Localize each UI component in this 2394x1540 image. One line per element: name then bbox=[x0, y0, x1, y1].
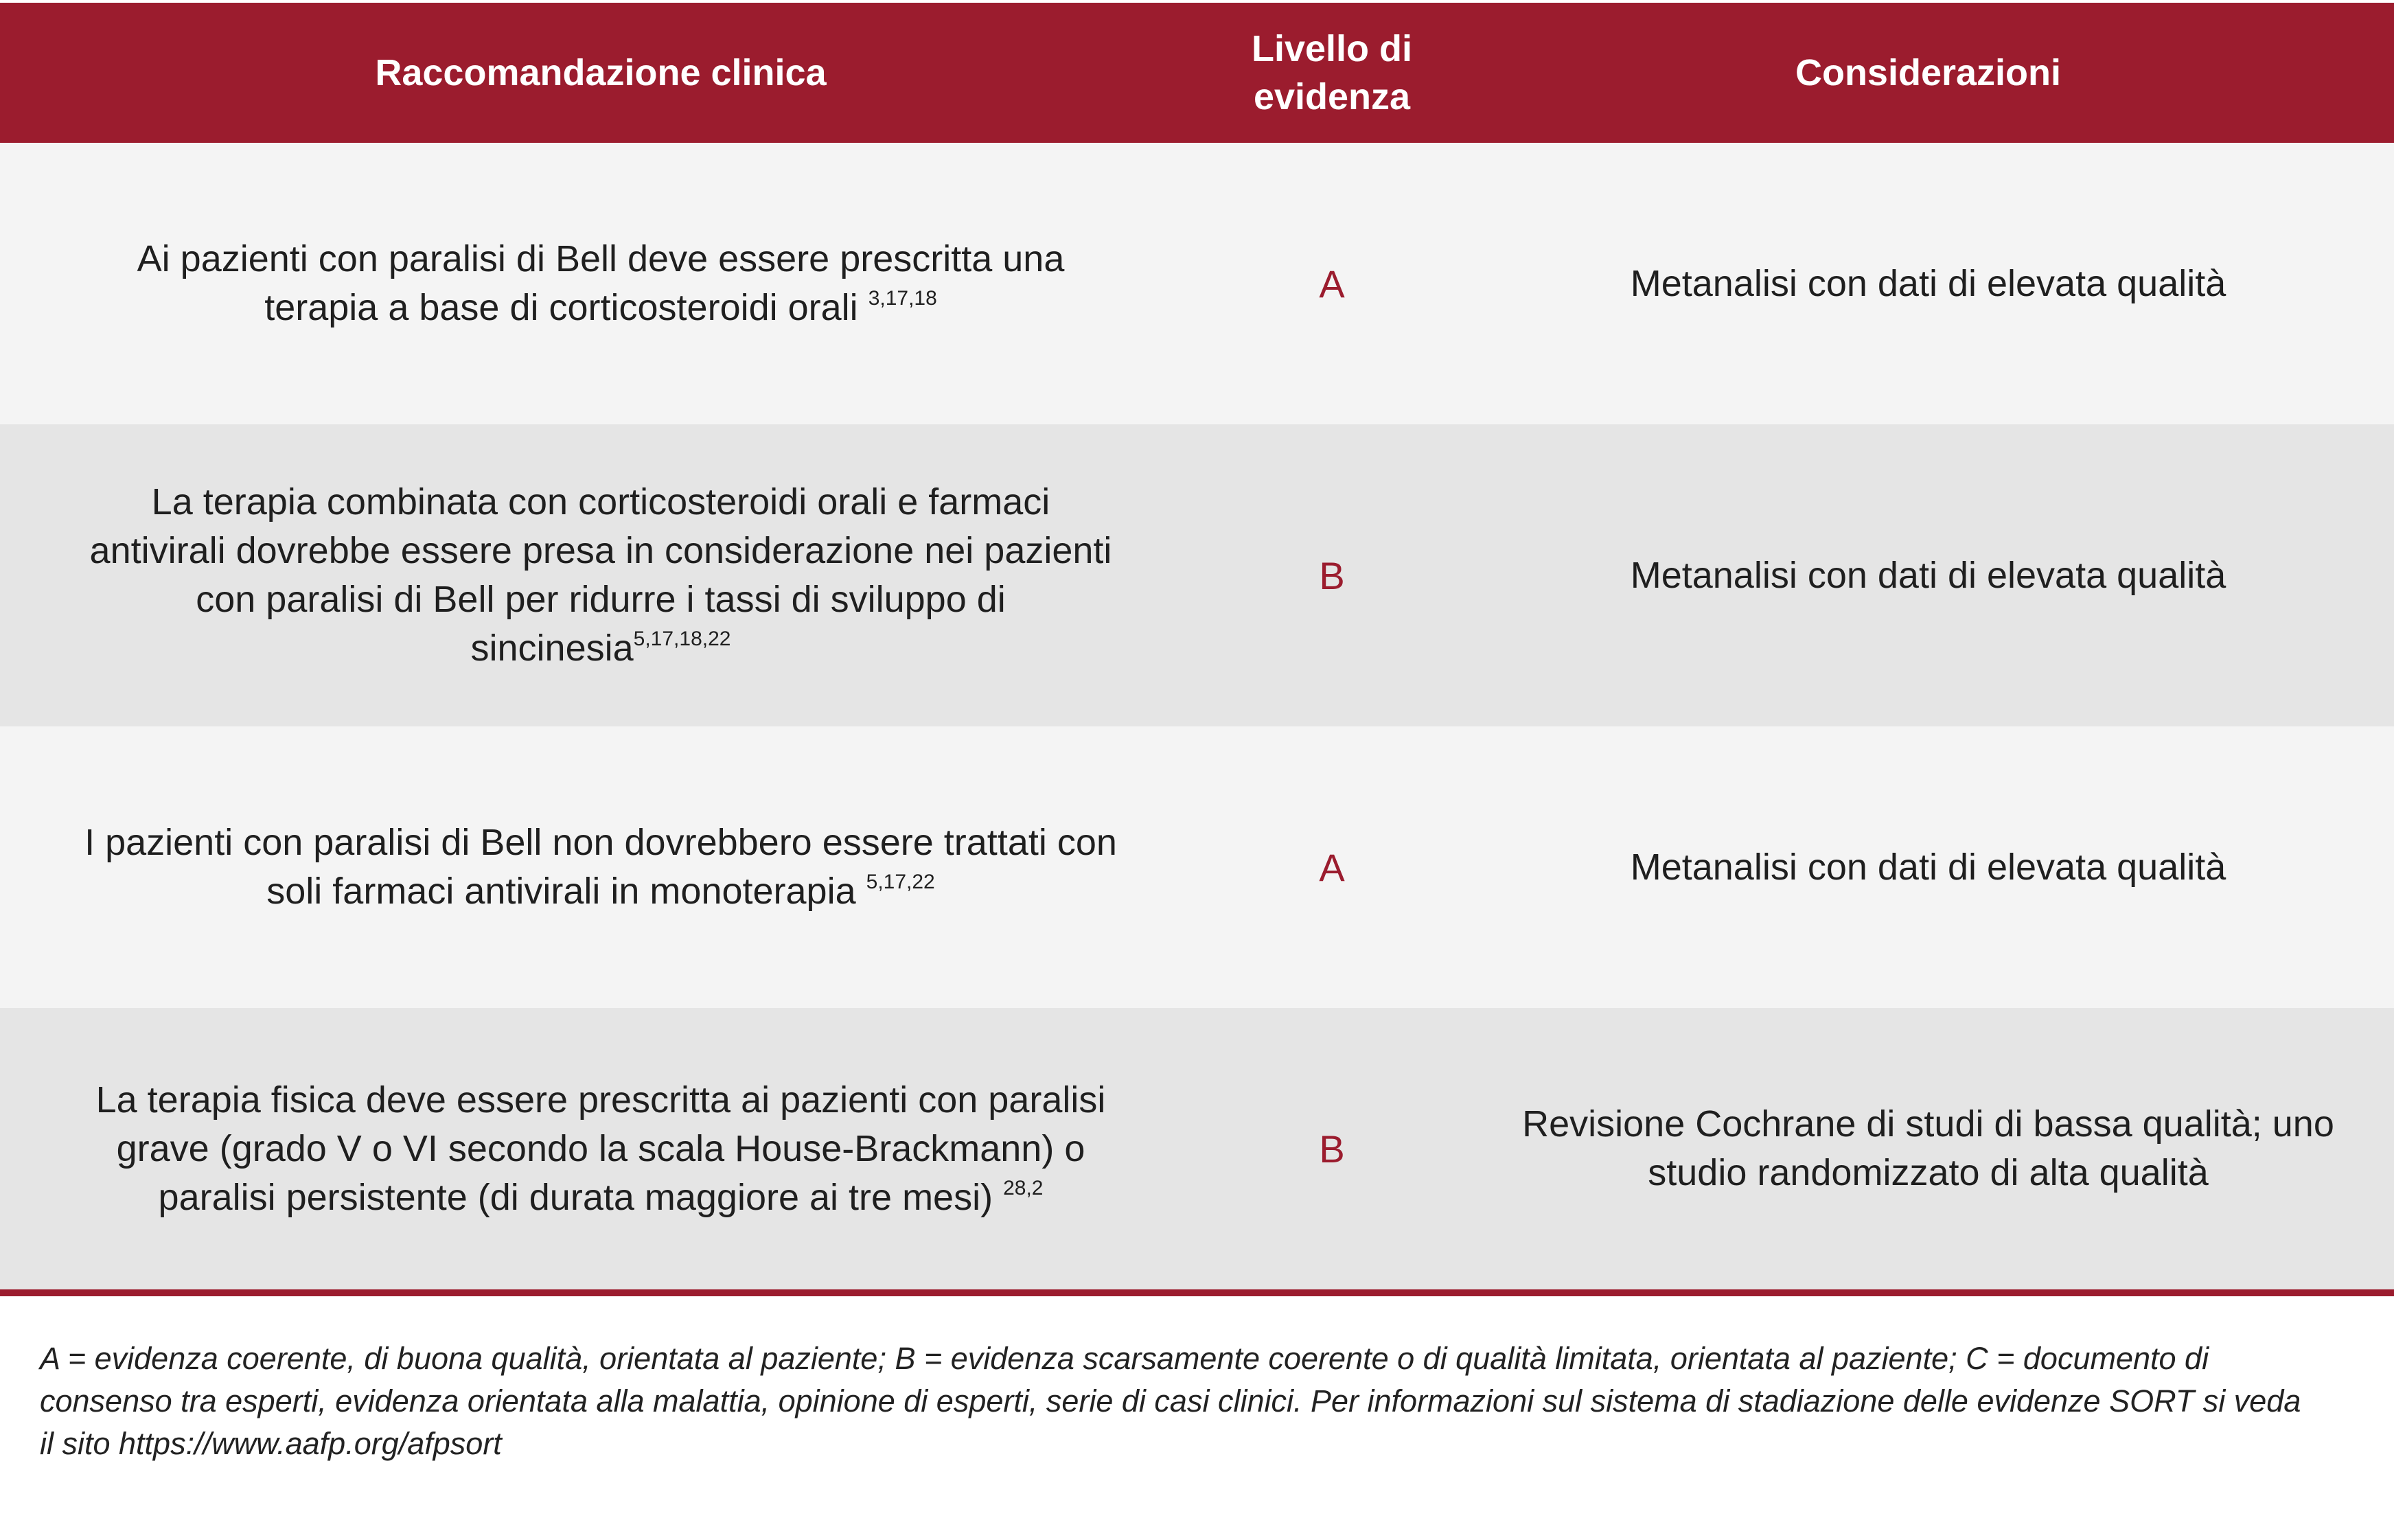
evidence-level: B bbox=[1319, 1127, 1345, 1171]
table-bottom-rule bbox=[0, 1289, 2394, 1296]
recommendation-text: Ai pazienti con paralisi di Bell deve essere prescritta una terapia a base di corticosteroidi orali $^{3,17,18}$ bbox=[137, 238, 1065, 328]
reference-numbers: 5,17,18,22 bbox=[633, 628, 731, 650]
recommendation-cell bbox=[0, 1008, 1201, 1289]
recommendations-table bbox=[0, 3, 2394, 1296]
recommendation-cell bbox=[0, 726, 1201, 1008]
recommendation-cell bbox=[0, 424, 1201, 726]
table-row bbox=[0, 726, 2394, 1008]
reference-numbers: 3,17,18 bbox=[868, 287, 937, 310]
recommendation-text: La terapia combinata con corticosteroidi orali e farmaci antivirali dovrebbe essere presa in considerazione nei pazienti con paralisi di Bell per ridurre i tassi di sviluppo di sincinesia$^{5,17,18,22}$ bbox=[89, 481, 1112, 669]
evidence-level: B bbox=[1319, 553, 1345, 597]
evidence-level: A bbox=[1319, 262, 1345, 306]
reference-numbers: 5,17,22 bbox=[866, 871, 935, 893]
considerations-cell: Revisione Cochrane di studi di bassa qualità; uno studio randomizzato di alta qualità bbox=[1522, 1103, 2334, 1193]
table-header bbox=[0, 3, 2394, 143]
header-recommendation: Raccomandazione clinica bbox=[375, 52, 827, 93]
table-row bbox=[0, 424, 2394, 726]
reference-numbers: 28,2 bbox=[1003, 1176, 1044, 1199]
evidence-footnote: A = evidenza coerente, di buona qualità, orientata al paziente; B = evidenza scarsamente coerente o di qualità limitata, orientata al paziente; C = documento di consenso tra esperti, evidenza orientata alla malattia, opinione di esperti, serie di casi clinici. Per informazioni sul sistema di stadiazione delle evidenze SORT si veda il sito https://www.aafp.org/afpsort bbox=[40, 1341, 2301, 1461]
recommendation-text: La terapia fisica deve essere prescritta ai pazienti con paralisi grave (grado V o VI secondo la scala House-Brackmann) o paralisi persistente (di durata maggiore ai tre mesi) $^{28,2}$ bbox=[95, 1079, 1106, 1218]
table-row bbox=[0, 143, 2394, 424]
header-considerations: Considerazioni bbox=[1795, 52, 2062, 93]
considerations-cell: Metanalisi con dati di elevata qualità bbox=[1630, 846, 2226, 888]
considerations-cell: Metanalisi con dati di elevata qualità bbox=[1630, 554, 2226, 596]
header-evidence-level: Livello di evidenza bbox=[1251, 28, 1413, 117]
table-row bbox=[0, 1008, 2394, 1289]
recommendation-text: I pazienti con paralisi di Bell non dovrebbero essere trattati con soli farmaci antivirali in monoterapia $^{5,17,22}$ bbox=[84, 822, 1117, 912]
recommendation-cell bbox=[0, 143, 1201, 424]
considerations-cell: Metanalisi con dati di elevata qualità bbox=[1630, 262, 2226, 304]
evidence-level: A bbox=[1319, 845, 1345, 889]
